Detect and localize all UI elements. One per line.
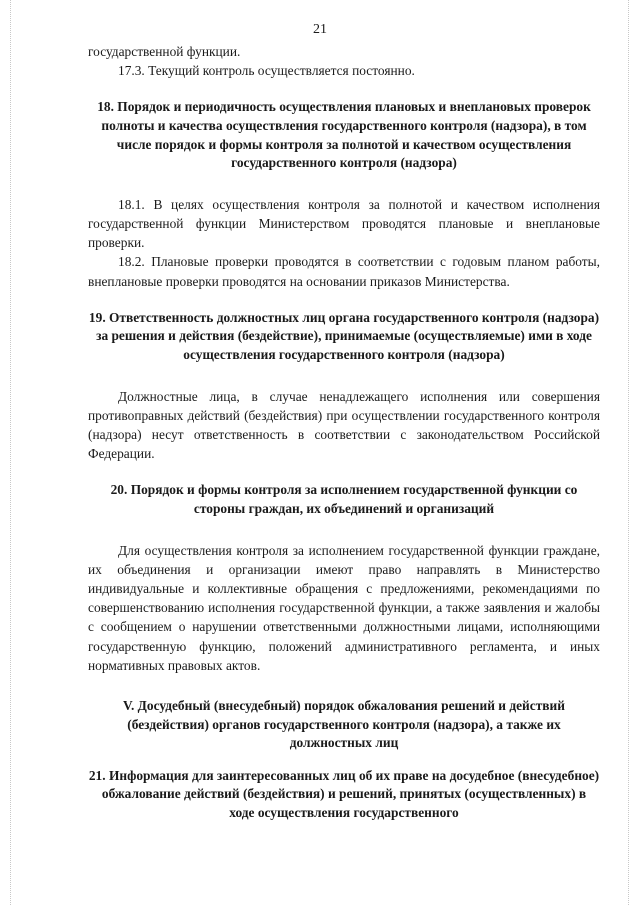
page-number: 21 (313, 22, 327, 37)
paragraph-18-2: 18.2. Плановые проверки проводятся в соответствии с годовым планом работы, внеплановые проверки проводятся на основании приказов Министерства. (88, 254, 600, 289)
paragraph-19: Должностные лица, в случае ненадлежащего исполнения или совершения противоправных действий (бездействия) при осуществлении государственного контроля (надзора) несут ответственность в соответствии с законодательством Российской Федерации. (88, 388, 600, 462)
continued-text: государственной функции. (88, 44, 241, 59)
scan-edge-left (10, 0, 12, 905)
heading-section-19: 19. Ответственность должностных лиц органа государственного контроля (надзора) за решения и действия (бездействие), принимаемые (осуществляемые) ими в ходе осуществления государственного контроля (надзора) (88, 309, 600, 362)
scan-edge-right (628, 0, 630, 905)
paragraph-20: Для осуществления контроля за исполнением государственной функции граждане, их объединения и организации имеют право направлять в Министерство индивидуальные и коллективные обращения с предложениями, рекомендациями по совершенствованию исполнения государственной функции, а также заявления и жалобы с сообщением о нарушении ответственными должностными лицами, исполняющими государственную функцию, положений административного регламента, и иных нормативных правовых актов. (88, 542, 600, 673)
heading-section-21: 21. Информация для заинтересованных лиц об их праве на досудебное (внесудебное) обжалование действий (бездействия) и решений, принятых (осуществленных) в ходе осуществления государственного (88, 767, 600, 820)
heading-chapter-v: V. Досудебный (внесудебный) порядок обжалования решений и действий (бездействия) органов государственного контроля (надзора), а также их должностных лиц (123, 698, 565, 751)
heading-section-18: 18. Порядок и периодичность осуществления плановых и внеплановых проверок полноты и качества осуществления государственного контроля (надзора), в том числе порядок и формы контроля за полнотой и качеством осуществления государственного контроля (надзора) (97, 99, 591, 171)
paragraph-18-1: 18.1. В целях осуществления контроля за полнотой и качеством исполнения государственной функции Министерством проводятся плановые и внеплановые проверки. (88, 196, 600, 251)
paragraph-17-3: 17.3. Текущий контроль осуществляется постоянно. (118, 63, 415, 79)
document-body (88, 42, 600, 823)
heading-section-20: 20. Порядок и формы контроля за исполнением государственной функции со стороны граждан, их объединений и организаций (110, 482, 578, 516)
